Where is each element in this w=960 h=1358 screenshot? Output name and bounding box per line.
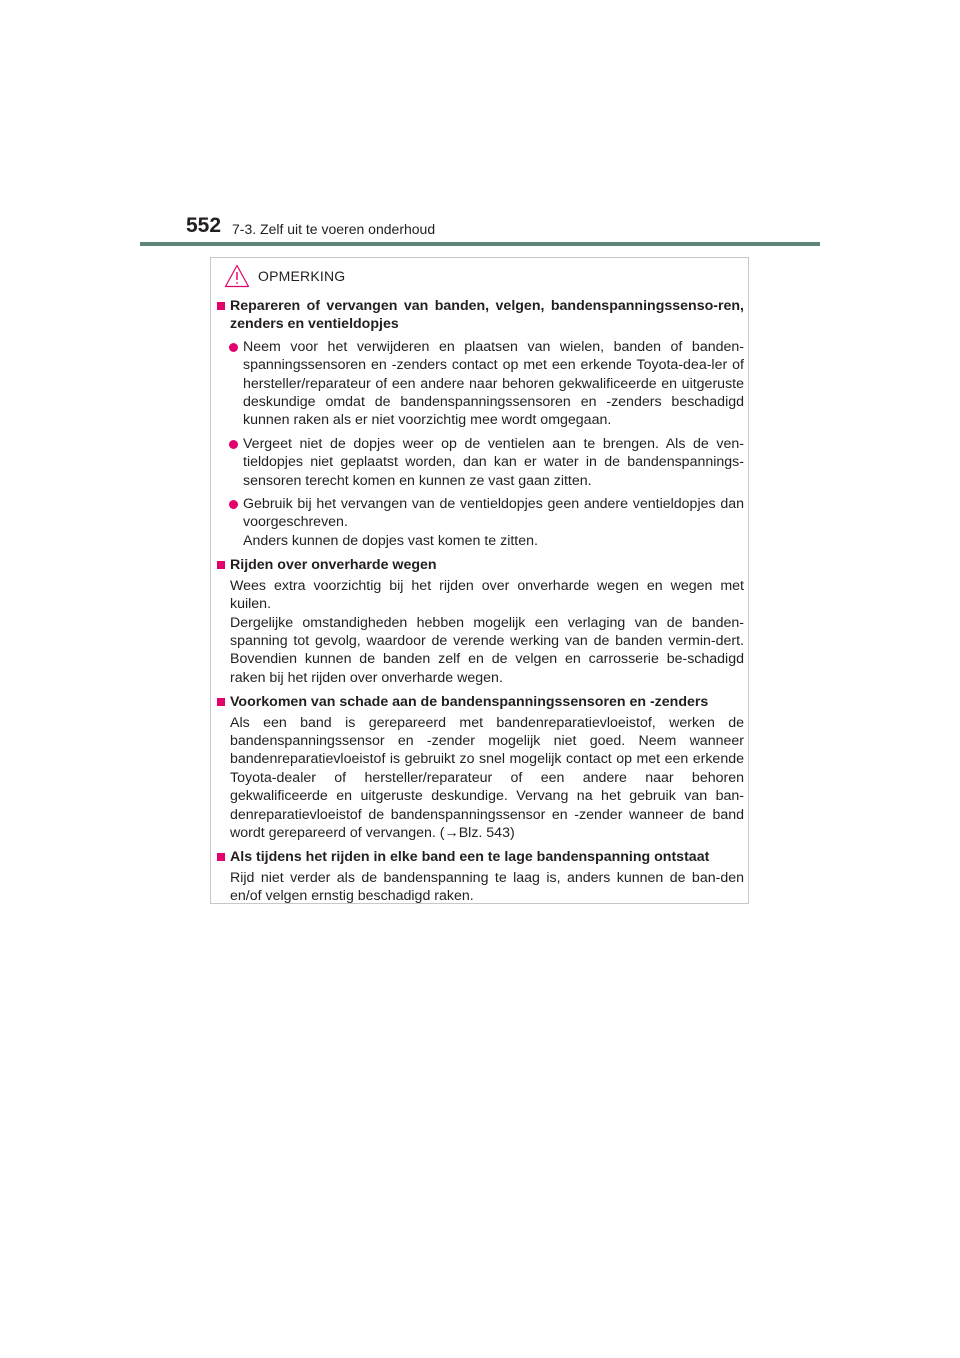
- topic-body: [217, 714, 744, 843]
- page-number: 552: [186, 214, 222, 237]
- square-bullet-icon: [217, 698, 225, 706]
- topic-sensor-damage: [217, 693, 744, 842]
- topic-heading: [217, 556, 744, 574]
- topic-low-pressure: [217, 848, 744, 905]
- body-line: Dergelijke omstandigheden hebben mogelijk een verlaging van de banden-spanning tot gevolg, waardoor de verende werking van de banden vermin-dert. Bovendien kunnen de banden zelf en de velgen en carrosserie be-schadigd raken bij het rijden over onverharde wegen.: [230, 614, 744, 686]
- list-item-text: Neem voor het verwijderen en plaatsen van wielen, banden of banden-spanningssensoren en -zenders contact op met een erkende Toyota-dea-ler of hersteller/reparateur of een andere naar behoren gekwalificeerde en uitgeruste deskundige omdat de bandenspanningssensoren en -zenders beschadigd kunnen raken als er niet voorzichtig mee wordt omgegaan.: [243, 338, 744, 429]
- list-item: [217, 338, 744, 430]
- note-content: [217, 297, 744, 912]
- body-line: Wees extra voorzichtig bij het rijden over onverharde wegen en wegen met kuilen.: [230, 577, 744, 613]
- topic-heading: [217, 848, 744, 866]
- square-bullet-icon: [217, 853, 225, 861]
- topic-heading-text: Voorkomen van schade aan de bandenspanningssensoren en -zenders: [230, 694, 709, 711]
- warning-triangle-icon: [224, 264, 250, 288]
- circle-bullet-icon: [229, 343, 238, 352]
- note-header: [224, 264, 345, 288]
- note-title: OPMERKING: [258, 268, 346, 284]
- square-bullet-icon: [217, 561, 225, 569]
- square-bullet-icon: [217, 302, 225, 310]
- list-item-text: Vergeet niet de dopjes weer op de ventielen aan te brengen. Als de ven-tieldopjes niet geplaatst worden, dan kan er water in de bandenspannings-sensoren terecht komen en kunnen ze vast gaan zitten.: [243, 435, 744, 489]
- reference-arrow-icon: →: [444, 824, 459, 841]
- topic-body: [217, 577, 744, 687]
- list-item: [217, 435, 744, 490]
- page-reference-link[interactable]: Blz. 543): [458, 824, 515, 841]
- list-item-line: Anders kunnen de dopjes vast komen te zitten.: [243, 532, 538, 549]
- topic-unpaved-roads: [217, 556, 744, 687]
- topic-heading-text: Rijden over onverharde wegen: [230, 557, 437, 574]
- topic-tire-repair: [217, 297, 744, 550]
- section-title: 7-3. Zelf uit te voeren onderhoud: [232, 221, 436, 237]
- circle-bullet-icon: [229, 440, 238, 449]
- body-text: Als een band is gerepareerd met bandenreparatievloeistof, werken de bandenspanningssensor en -zender mogelijk niet goed. Neem wanneer bandenreparatievloeistof is gebruikt zo snel mogelijk contact op met een erkende Toyota-dealer of hersteller/reparateur of een andere naar behoren gekwalificeerde en uitgeruste deskundige. Vervang na het gebruik van ban-denreparatievloeistof de bandenspanningssensor en -zender wanneer de band wordt gerepareerd of vervangen. (: [230, 714, 744, 841]
- list-item: [217, 495, 744, 550]
- list-item-text: [243, 495, 744, 550]
- topic-heading: [217, 297, 744, 334]
- topic-body: Rijd niet verder als de bandenspanning te laag is, anders kunnen de ban-den en/of velgen ernstig beschadigd raken.: [230, 869, 744, 905]
- topic-heading-text: Als tijdens het rijden in elke band een te lage bandenspanning ontstaat: [230, 849, 710, 866]
- topic-heading-text: Repareren of vervangen van banden, velgen, bandenspanningssenso-ren, zenders en ventieldopjes: [230, 298, 744, 333]
- circle-bullet-icon: [229, 500, 238, 509]
- caution-note-box: [210, 257, 749, 904]
- header-rule: [140, 242, 820, 246]
- topic-heading: [217, 693, 744, 711]
- list-item-line: Gebruik bij het vervangen van de ventieldopjes geen andere ventieldopjes dan voorgeschreven.: [243, 496, 744, 531]
